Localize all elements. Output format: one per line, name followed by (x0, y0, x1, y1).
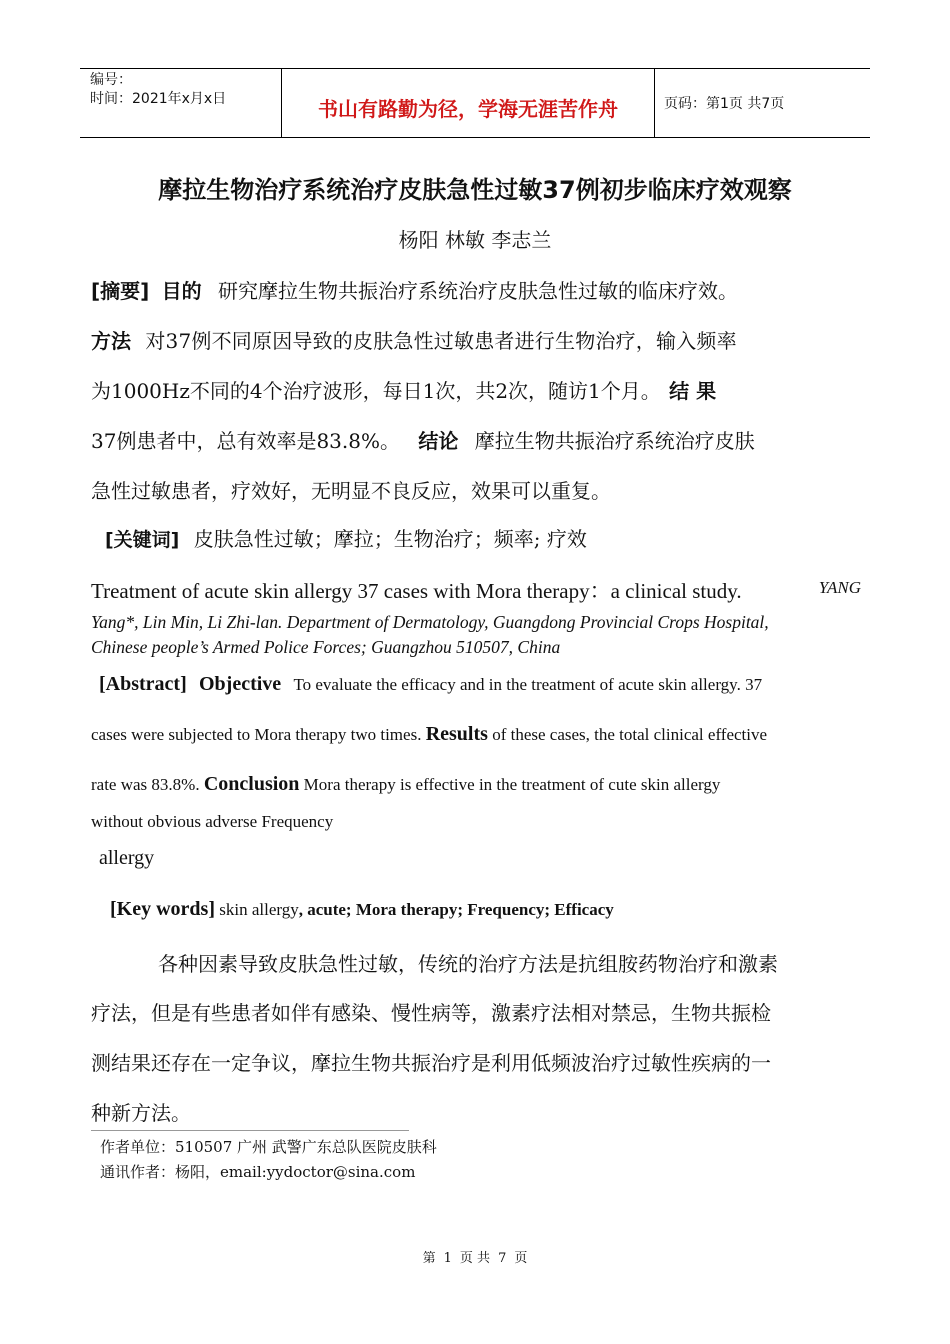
page-footer-suffix: 页 (514, 1251, 528, 1266)
english-affiliation-2: Chinese people’s Armed Police Forces; Guangzhou 510507, China (91, 637, 561, 657)
english-results-label: Results (425, 723, 488, 745)
english-keywords-bold: , acute; Mora therapy; Frequency; Efficacy (298, 900, 614, 919)
abstract-zh-line-4 (91, 425, 755, 454)
header-code-label: 编号： (90, 72, 132, 88)
english-objective-label: Objective (199, 673, 282, 695)
english-abstract-line-2 (91, 723, 767, 746)
abstract-zh-line-5 (91, 475, 611, 504)
conclusion-zh-text-1: 摩拉生物共振治疗系统治疗皮肤 (474, 429, 755, 453)
abstract-zh-label: [摘要] (91, 279, 150, 303)
keywords-zh-label: [关键词] (105, 529, 180, 551)
body-p1-line-1: 各种因素导致皮肤急性过敏，传统的治疗方法是抗组胺药物治疗和激素 (158, 952, 778, 976)
english-results-text: of these cases, the total clinical effective (492, 725, 768, 744)
paper-title: 摩拉生物治疗系统治疗皮肤急性过敏37例初步临床疗效观察 (158, 176, 792, 204)
english-line-4: without obvious adverse Frequency (91, 812, 334, 831)
conclusion-zh-label: 结论 (418, 429, 459, 453)
page-header (80, 68, 870, 138)
header-meta (90, 71, 226, 109)
header-motto: 书山有路勤为径，学海无涯苦作舟 (318, 97, 618, 121)
footnote-divider (91, 1130, 409, 1131)
header-time-label: 时间：2021年x月x日 (90, 91, 227, 107)
result-zh-label: 结 果 (669, 379, 717, 403)
page-footer-prefix: 第 (422, 1251, 436, 1266)
english-keywords-plain: skin allergy (219, 900, 299, 919)
page-footer-current: 1 (443, 1251, 452, 1266)
page-footer (0, 1247, 950, 1266)
abstract-zh-line-2 (91, 325, 737, 354)
english-title: Treatment of acute skin allergy 37 cases with Mora therapy：a clinical study. (91, 579, 742, 603)
english-objective-text: To evaluate the efficacy and in the treatment of acute skin allergy. 37 (293, 675, 763, 694)
english-keywords-label: [Key words] (110, 898, 215, 920)
english-conclusion-text: Mora therapy is effective in the treatment of cute skin allergy (303, 775, 721, 794)
english-line-3-text: rate was 83.8%. (91, 775, 200, 794)
abstract-zh-line-3 (91, 375, 716, 404)
english-title-line (91, 575, 861, 605)
page-footer-mid: 页 共 (459, 1251, 491, 1266)
method-zh-label: 方法 (91, 329, 131, 353)
paper-authors: 杨阳 林敏 李志兰 (398, 228, 552, 252)
english-line-2-text: cases were subjected to Mora therapy two times. (91, 725, 422, 744)
english-abstract-line-1 (99, 673, 762, 696)
english-conclusion-label: Conclusion (203, 773, 300, 795)
objective-zh-label: 目的 (161, 279, 202, 303)
keywords-zh-text: 皮肤急性过敏；摩拉；生物治疗；频率; 疗效 (193, 527, 587, 551)
english-affiliation-1: Yang*, Lin Min, Li Zhi-lan. Department of Dermatology, Guangdong Provincial Crops Hospital, (91, 612, 769, 632)
header-page-info: 页码：第1页 共7页 (664, 96, 785, 112)
english-author-start: YANG (818, 578, 861, 597)
english-abstract-label: [Abstract] (99, 673, 187, 695)
body-p1-line-4: 种新方法。 (91, 1101, 191, 1125)
objective-zh-text: 研究摩拉生物共振治疗系统治疗皮肤急性过敏的临床疗效。 (218, 279, 738, 303)
page-footer-total: 7 (498, 1251, 507, 1266)
footnote-contact: 通讯作者：杨阳，email:yydoctor@sina.com (100, 1163, 416, 1181)
header-divider-2 (654, 69, 655, 137)
body-p1-line-2: 疗法，但是有些患者如伴有感染、慢性病等，激素疗法相对禁忌，生物共振检 (91, 1001, 771, 1025)
method-zh-text-1: 对37例不同原因导致的皮肤急性过敏患者进行生物治疗，输入频率 (145, 329, 737, 353)
result-zh-text: 37例患者中，总有效率是83.8%。 (91, 429, 400, 453)
english-keywords (110, 898, 614, 921)
footnote-unit: 作者单位：510507 广州 武警广东总队医院皮肤科 (100, 1138, 437, 1156)
conclusion-zh-text-2: 急性过敏患者，疗效好，无明显不良反应，效果可以重复。 (91, 479, 611, 503)
english-abstract-line-3 (91, 773, 720, 796)
abstract-zh-line-1 (91, 275, 738, 304)
method-zh-text-2: 为1000Hz不同的4个治疗波形，每日1次，共2次，随访1个月。 (91, 379, 661, 403)
keywords-zh (105, 523, 587, 552)
body-p1-line-3: 测结果还存在一定争议，摩拉生物共振治疗是利用低频波治疗过敏性疾病的一 (91, 1051, 771, 1075)
english-line-5: allergy (99, 847, 155, 869)
